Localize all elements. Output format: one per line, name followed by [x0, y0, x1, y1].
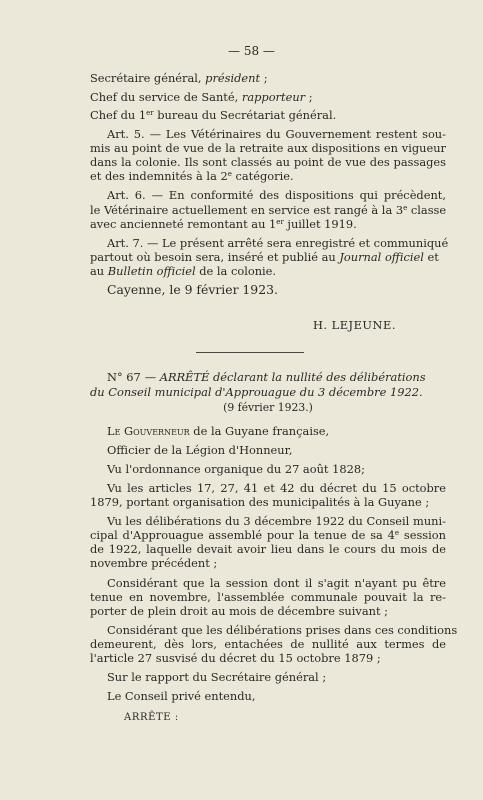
considerant-1-line: tenue en novembre, l'assemblée communale pouvait la re-	[90, 590, 446, 604]
vu-deliberations-line: Vu les délibérations du 3 décembre 1922 du Conseil muni-	[107, 514, 446, 528]
article-7-line: Art. 7. — Le présent arrêté sera enregistré et communiqué	[107, 236, 449, 250]
considerant-1-line: porter de plein droit au mois de décembre suivant ;	[90, 604, 388, 618]
article-6-line: Art. 6. — En conformité des dispositions qui précèdent,	[107, 188, 446, 202]
arrete-heading: ARRÊTE :	[124, 712, 179, 723]
page-number: — 58 —	[228, 44, 275, 58]
member-health-chief: Chef du service de Santé, rapporteur ;	[90, 90, 313, 104]
decree-date: (9 février 1923.)	[223, 401, 313, 414]
considerant-2-line: demeurent, dès lors, entachées de nullité aux termes de	[90, 637, 446, 651]
article-5-line: Art. 5. — Les Vétérinaires du Gouvernement restent sou-	[107, 127, 446, 141]
separator-rule	[196, 352, 304, 353]
member-secretary: Secrétaire général, président ;	[90, 71, 268, 85]
article-7-line: au Bulletin officiel de la colonie.	[90, 264, 277, 278]
vu-ordonnance: Vu l'ordonnance organique du 27 août 1828;	[107, 462, 365, 476]
rapport-line: Sur le rapport du Secrétaire général ;	[107, 670, 327, 684]
considerant-2-line: l'article 27 susvisé du décret du 15 octobre 1879 ;	[90, 651, 381, 665]
article-6-line: avec ancienneté remontant au 1er juillet 1919.	[90, 217, 357, 231]
vu-deliberations-line: de 1922, laquelle devait avoir lieu dans le cours du mois de	[90, 542, 446, 556]
article-5-line: mis au point de vue de la retraite aux dispositions en vigueur	[90, 141, 446, 155]
vu-deliberations-line: novembre précédent ;	[90, 556, 218, 570]
decree-number: N° 67	[107, 370, 141, 384]
considerant-2-line: Considérant que les délibérations prises dans ces conditions	[107, 623, 458, 637]
article-5-line: et des indemnités à la 2e catégorie.	[90, 169, 294, 183]
signature: H. LEJEUNE.	[313, 318, 396, 332]
member-bureau-chief: Chef du 1er bureau du Secrétariat général.	[90, 108, 337, 122]
decree-title-line-1: N° 67 — ARRÊTÉ déclarant la nullité des délibérations	[107, 370, 426, 384]
vu-articles-line: 1879, portant organisation des municipalités à la Guyane ;	[90, 495, 430, 509]
officer-line: Officier de la Légion d'Honneur,	[107, 443, 293, 457]
decree-title-line-2: du Conseil municipal d'Approuague du 3 décembre 1922.	[90, 385, 423, 399]
vu-articles-line: Vu les articles 17, 27, 41 et 42 du décret du 15 octobre	[107, 481, 446, 495]
article-7-line: partout où besoin sera, inséré et publié au Journal officiel et	[90, 250, 439, 264]
article-6-line: le Vétérinaire actuellement en service est rangé à la 3e classe	[90, 203, 447, 217]
article-5-line: dans la colonie. Ils sont classés au point de vue des passages	[90, 155, 446, 169]
conseil-line: Le Conseil privé entendu,	[107, 689, 256, 703]
vu-deliberations-line: cipal d'Approuague assemblé pour la tenue de sa 4e session	[90, 528, 446, 542]
governor-line: Le Gouverneur de la Guyane française,	[107, 424, 330, 438]
considerant-1-line: Considérant que la session dont il s'agit n'ayant pu être	[107, 576, 446, 590]
place-date: Cayenne, le 9 février 1923.	[107, 282, 278, 297]
